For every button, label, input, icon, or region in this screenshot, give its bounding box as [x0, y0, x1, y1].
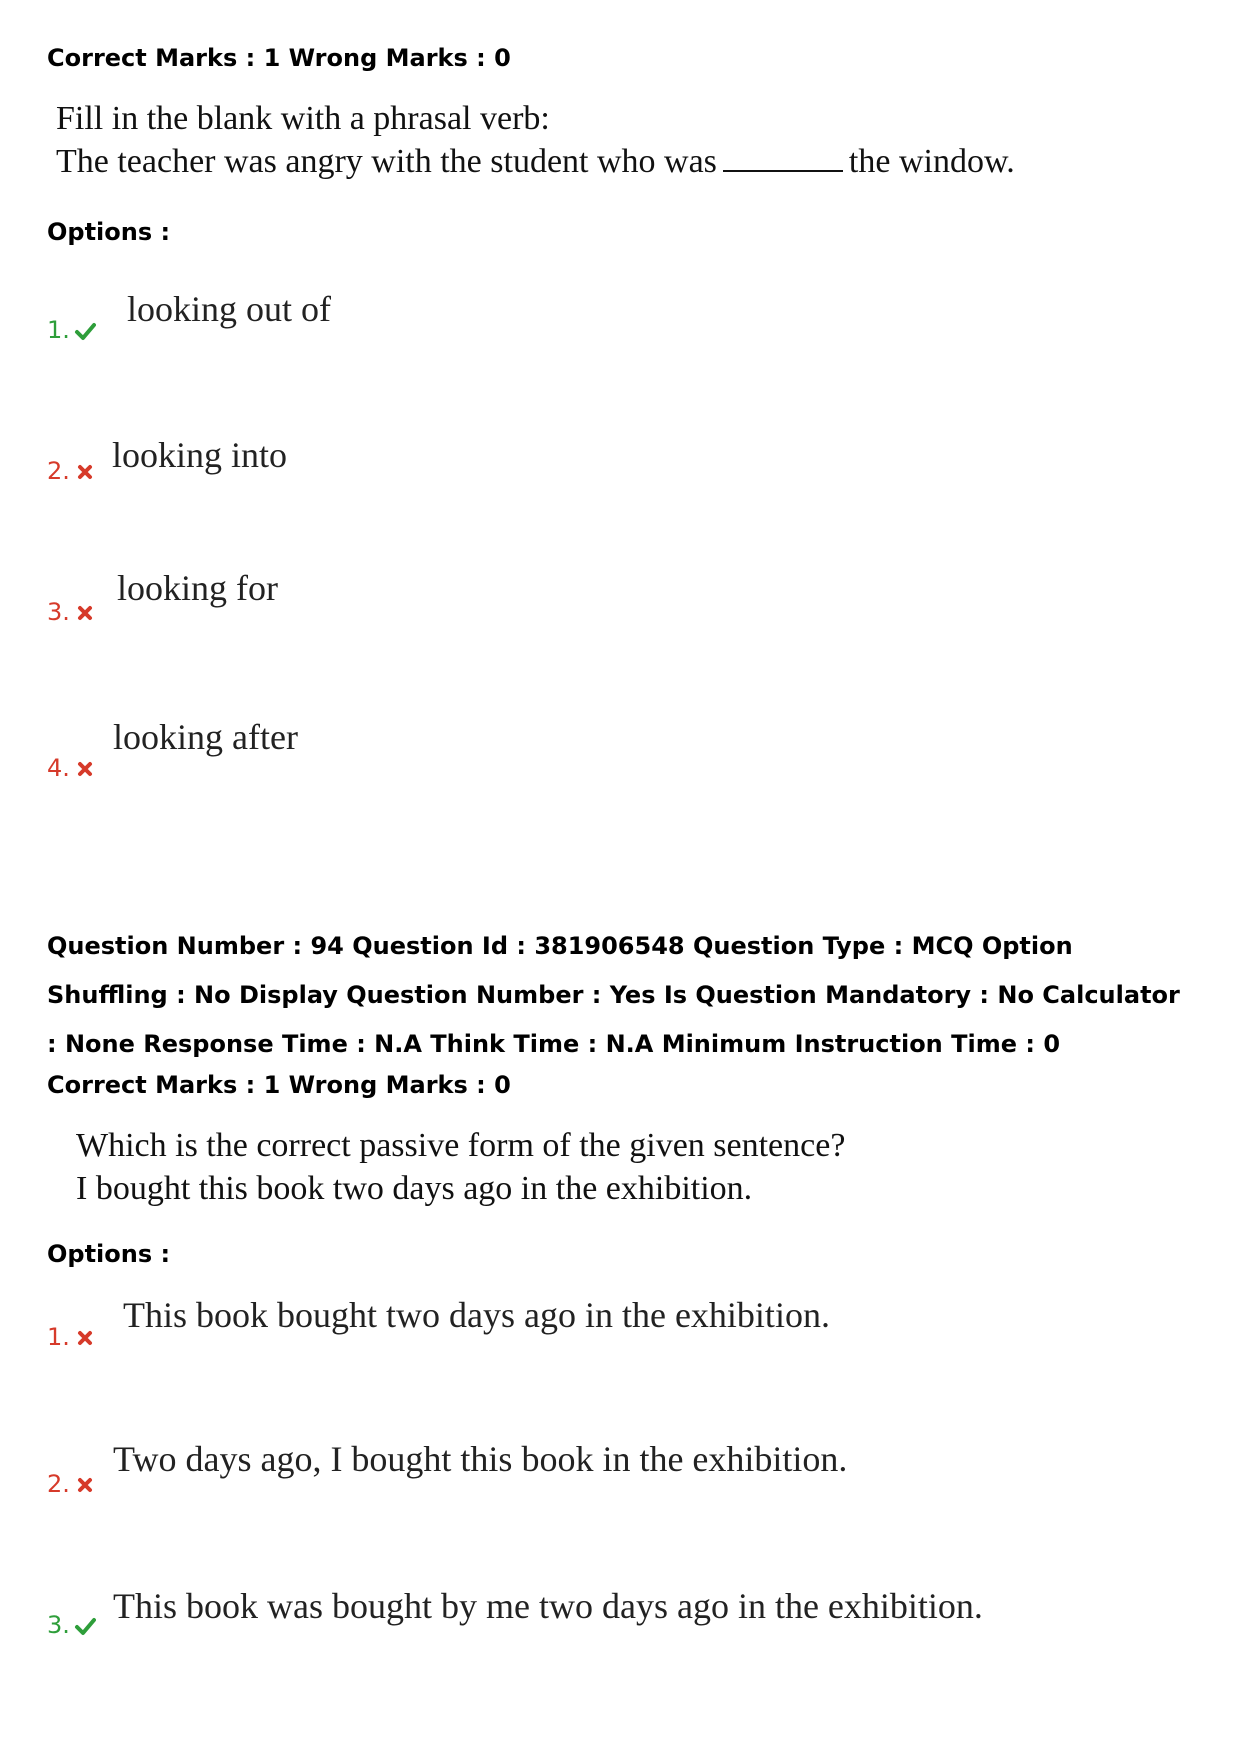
q93-option-2-number	[47, 457, 96, 485]
q93-option-1-text: looking out of	[127, 289, 331, 329]
q94-option-2-number	[47, 1470, 96, 1498]
option-number: 3.	[47, 1611, 70, 1639]
cross-icon	[74, 602, 96, 624]
q94-question-line-1: Which is the correct passive form of the given sentence?	[76, 1127, 846, 1164]
check-icon	[74, 1615, 96, 1637]
q93-marks: Correct Marks : 1 Wrong Marks : 0	[47, 44, 511, 72]
option-number: 2.	[47, 457, 70, 485]
option-number: 3.	[47, 598, 70, 626]
option-number: 4.	[47, 754, 70, 782]
q93-option-1-number	[47, 316, 96, 344]
cross-icon	[74, 1474, 96, 1496]
cross-icon	[74, 461, 96, 483]
q94-question-line-2: I bought this book two days ago in the exhibition.	[76, 1170, 753, 1207]
q93-option-3-number	[47, 598, 96, 626]
option-number: 1.	[47, 316, 70, 344]
q94-option-1-number	[47, 1323, 96, 1351]
option-number: 1.	[47, 1323, 70, 1351]
q94-meta: Question Number : 94 Question Id : 381906548 Question Type : MCQ Option Shuffling : No Display Question Number : Yes Is Question Mandatory : No Calculator : None Response Time : N.A Think Time : N.A Minimum Instruction Time : 0	[47, 932, 1180, 1058]
q94-option-2-text: Two days ago, I bought this book in the exhibition.	[113, 1439, 848, 1479]
q94-option-3-number	[47, 1611, 96, 1639]
q93-option-3-text: looking for	[117, 568, 278, 608]
q93-question-text-b: the window.	[848, 143, 1015, 180]
q93-option-2-text: looking into	[112, 435, 288, 475]
q93-question-line-1: Fill in the blank with a phrasal verb:	[56, 100, 550, 137]
cross-icon	[74, 1327, 96, 1349]
q94-option-1-text: This book bought two days ago in the exhibition.	[123, 1295, 830, 1335]
q93-option-4-text: looking after	[113, 717, 298, 757]
check-icon	[74, 320, 96, 342]
q93-question-line-2	[56, 140, 1015, 183]
q94-option-3-text: This book was bought by me two days ago in the exhibition.	[113, 1586, 983, 1626]
cross-icon	[74, 758, 96, 780]
q93-option-4-number	[47, 754, 96, 782]
option-number: 2.	[47, 1470, 70, 1498]
q93-question-text-a: The teacher was angry with the student who was	[56, 143, 717, 180]
answer-blank	[723, 144, 843, 172]
q94-marks: Correct Marks : 1 Wrong Marks : 0	[47, 1071, 511, 1099]
q93-options-label: Options :	[47, 218, 171, 246]
q94-options-label: Options :	[47, 1240, 171, 1268]
